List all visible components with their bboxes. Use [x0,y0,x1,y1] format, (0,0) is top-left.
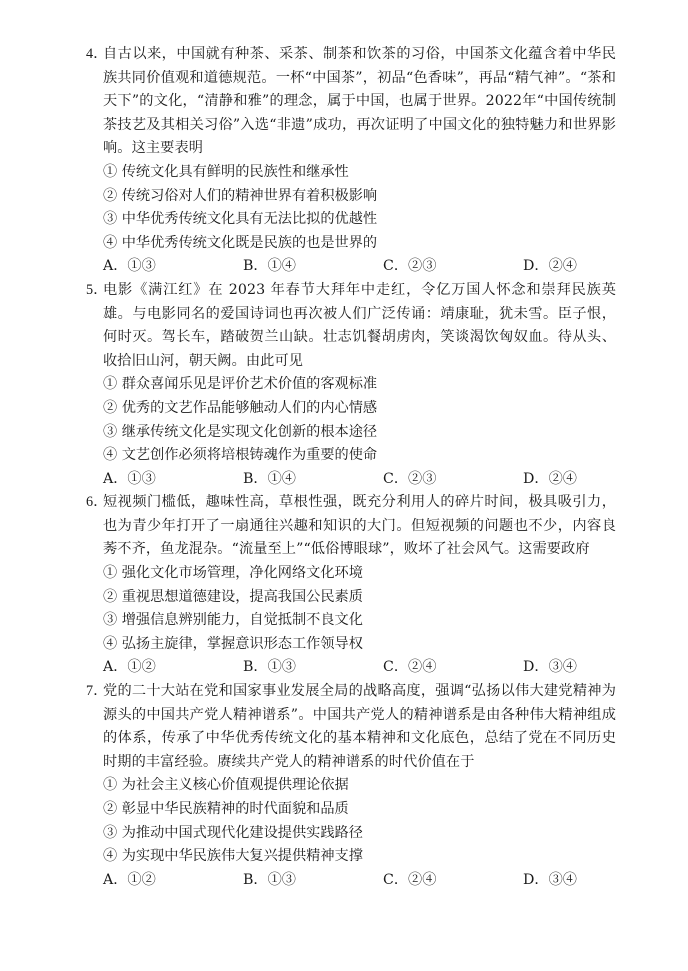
question-5 [86,279,616,491]
choice-c[interactable]: C．②③ [383,258,437,275]
question-7 [86,680,616,892]
question-stem [86,680,616,774]
choice-d[interactable]: D．②④ [523,470,577,487]
choice-d[interactable]: D．②④ [523,258,577,275]
question-stem [86,279,616,373]
question-number: 5． [86,281,108,298]
statement-3: ③ 增强信息辨别能力，自觉抵制不良文化 [103,612,363,629]
choice-b[interactable]: B．①③ [243,871,296,888]
choice-a[interactable]: A．①② [103,659,156,676]
statement-4: ④ 文艺创作必须将培根铸魂作为重要的使命 [103,447,378,464]
question-6 [86,491,616,680]
choice-c[interactable]: C．②④ [383,659,437,676]
statement-3: ③ 为推动中国式现代化建设提供实践路径 [103,824,363,841]
statement-4: ④ 中华优秀传统文化既是民族的也是世界的 [103,234,378,251]
statement-1: ① 强化文化市场管理，净化网络文化环境 [103,565,363,582]
statement-4: ④ 为实现中华民族伟大复兴提供精神支撑 [103,848,363,865]
answer-choices [86,255,616,279]
statement-1: ① 群众喜闻乐见是评价艺术价值的客观标准 [103,376,378,393]
question-text: 党的二十大站在党和国家事业发展全局的战略高度，强调“弘扬以伟大建党精神为源头的中国共产党人精神谱系”。中国共产党人的精神谱系是由各种伟大精神组成的体系，传承了中华优秀传统文化的基本精神和文化底色，总结了党在不同历史时期的丰富经验。赓续共产党人的精神谱系的时代价值在于 [103,683,616,770]
choice-c[interactable]: C．②③ [383,470,437,487]
answer-choices [86,869,616,893]
statement-1: ① 传统文化具有鲜明的民族性和继承性 [103,163,349,180]
question-text: 自古以来，中国就有种茶、采茶、制茶和饮茶的习俗，中国茶文化蕴含着中华民族共同价值观和道德规范。一杯“中国茶”，初品“色香味”，再品“精气神”。“茶和天下”的文化，“清静和雅”的理念，属于中国，也属于世界。2022年“中国传统制茶技艺及其相关习俗”入选“非遗”成功，再次证明了中国文化的独特魅力和世界影响。这主要表明 [103,46,616,157]
answer-choices [86,468,616,492]
question-number: 7． [86,683,108,700]
question-stem [86,491,616,562]
question-text: 电影《满江红》在 2023 年春节大拜年中走红，令亿万国人怀念和崇拜民族英雄。与电影同名的爱国诗词也再次被人们广泛传诵：靖康耻，犹未雪。臣子恨，何时灭。驾长车，踏破贺兰山缺。壮志饥餐胡虏肉，笑谈渴饮匈奴血。待从头、收拾旧山河，朝天阙。由此可见 [103,281,616,369]
question-number: 4． [86,46,108,62]
statement-3: ③ 中华优秀传统文化具有无法比拟的优越性 [103,211,378,228]
choice-d[interactable]: D．③④ [523,871,577,888]
choice-a[interactable]: A．①② [103,871,156,888]
statement-3: ③ 继承传统文化是实现文化创新的根本途径 [103,423,378,440]
question-4 [86,43,616,279]
choice-a[interactable]: A．①③ [103,470,156,487]
question-list [86,43,616,892]
choice-b[interactable]: B．①③ [243,659,296,676]
choice-b[interactable]: B．①④ [243,258,296,275]
question-stem [86,43,616,161]
statement-1: ① 为社会主义核心价值观提供理论依据 [103,777,349,794]
answer-choices [86,656,616,680]
choice-c[interactable]: C．②④ [383,871,437,888]
statement-2: ② 优秀的文艺作品能够触动人们的内心情感 [103,399,378,416]
question-number: 6． [86,494,108,511]
choice-d[interactable]: D．③④ [523,659,577,676]
statement-2: ② 重视思想道德建设，提高我国公民素质 [103,588,363,605]
question-text: 短视频门槛低，趣味性高，草根性强，既充分利用人的碎片时间，极具吸引力，也为青少年打开了一扇通往兴趣和知识的大门。但短视频的问题也不少，内容良莠不齐，鱼龙混杂。“流量至上”“低俗博眼球”，败坏了社会风气。这需要政府 [103,494,616,558]
statement-4: ④ 弘扬主旋律，掌握意识形态工作领导权 [103,635,363,652]
choice-a[interactable]: A．①③ [103,258,156,275]
choice-b[interactable]: B．①④ [243,470,296,487]
statement-2: ② 传统习俗对人们的精神世界有着积极影响 [103,187,378,204]
statement-2: ② 彰显中华民族精神的时代面貌和品质 [103,801,349,817]
